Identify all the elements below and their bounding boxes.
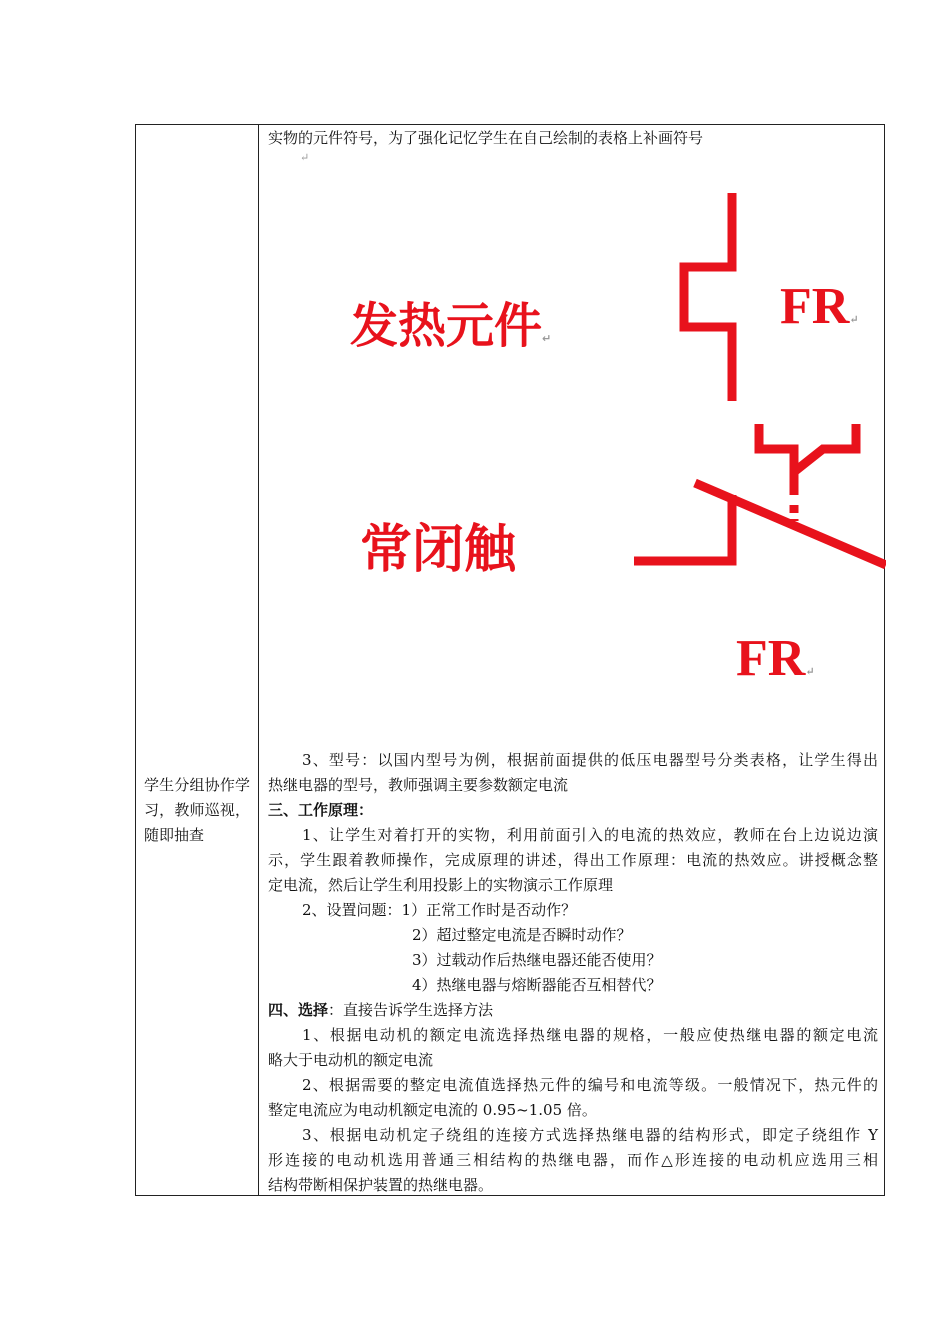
selection-line: 3、根据电动机定子绕组的连接方式选择热继电器的结构形式，即定子绕组作 Y	[302, 1126, 878, 1144]
lesson-table	[135, 124, 885, 1196]
selection-line: 形连接的电动机选用普通三相结构的热继电器，而作△形连接的电动机应选用三相	[268, 1151, 878, 1169]
heating-element-symbol	[684, 193, 732, 401]
model-paragraph-line: 3、型号：以国内型号为例，根据前面提供的低压电器型号分类表格，让学生得出	[302, 751, 878, 769]
selection-line: 1、根据电动机的额定电流选择热继电器的规格，一般应使热继电器的额定电流	[302, 1026, 878, 1044]
question-line: 3）过载动作后热继电器还能否使用？	[412, 951, 662, 969]
selection-heading: 四、选择：直接告诉学生选择方法	[268, 1001, 494, 1019]
return-mark: ↵	[542, 332, 552, 345]
model-paragraph-line: 热继电器的型号，教师强调主要参数额定电流	[268, 776, 569, 794]
symbol-figure	[258, 149, 886, 727]
normally-closed-contact-symbol	[634, 424, 886, 565]
principle-line: 1、让学生对着打开的实物，利用前面引入的电流的热效应，教师在台上边说边演	[302, 826, 878, 844]
question-line: 2）超过整定电流是否瞬时动作？	[412, 926, 632, 944]
principle-heading: 三、工作原理：	[268, 801, 374, 819]
activity-cell: 学生分组协作学习，教师巡视，随即抽查	[144, 776, 250, 844]
selection-line: 2、根据需要的整定电流值选择热元件的编号和电流等级。一般情况下，热元件的	[302, 1076, 878, 1094]
selection-line: 整定电流应为电动机额定电流的 0.95~1.05 倍。	[268, 1101, 597, 1119]
heating-element-code: FR↵	[780, 278, 859, 335]
heating-element-label: 发热元件↵	[350, 298, 552, 354]
selection-line: 略大于电动机的额定电流	[268, 1051, 434, 1069]
intro-line: 实物的元件符号，为了强化记忆学生在自己绘制的表格上补画符号	[268, 129, 704, 147]
contact-code: FR↵	[736, 630, 815, 687]
return-mark: ↵	[805, 666, 815, 678]
selection-line: 结构带断相保护装置的热继电器。	[268, 1176, 494, 1194]
return-mark: ↵	[849, 314, 859, 326]
contact-label: 常闭触	[360, 520, 517, 580]
question-line: 4）热继电器与熔断器能否互相替代？	[412, 976, 662, 994]
return-mark: ↵	[300, 151, 310, 164]
principle-line: 定电流，然后让学生利用投影上的实物演示工作原理	[268, 876, 614, 894]
question-line: 2、设置问题：1）正常工作时是否动作？	[302, 901, 577, 919]
principle-line: 示，学生跟着教师操作，完成原理的讲述，得出工作原理：电流的热效应。讲授概念整	[268, 851, 878, 869]
